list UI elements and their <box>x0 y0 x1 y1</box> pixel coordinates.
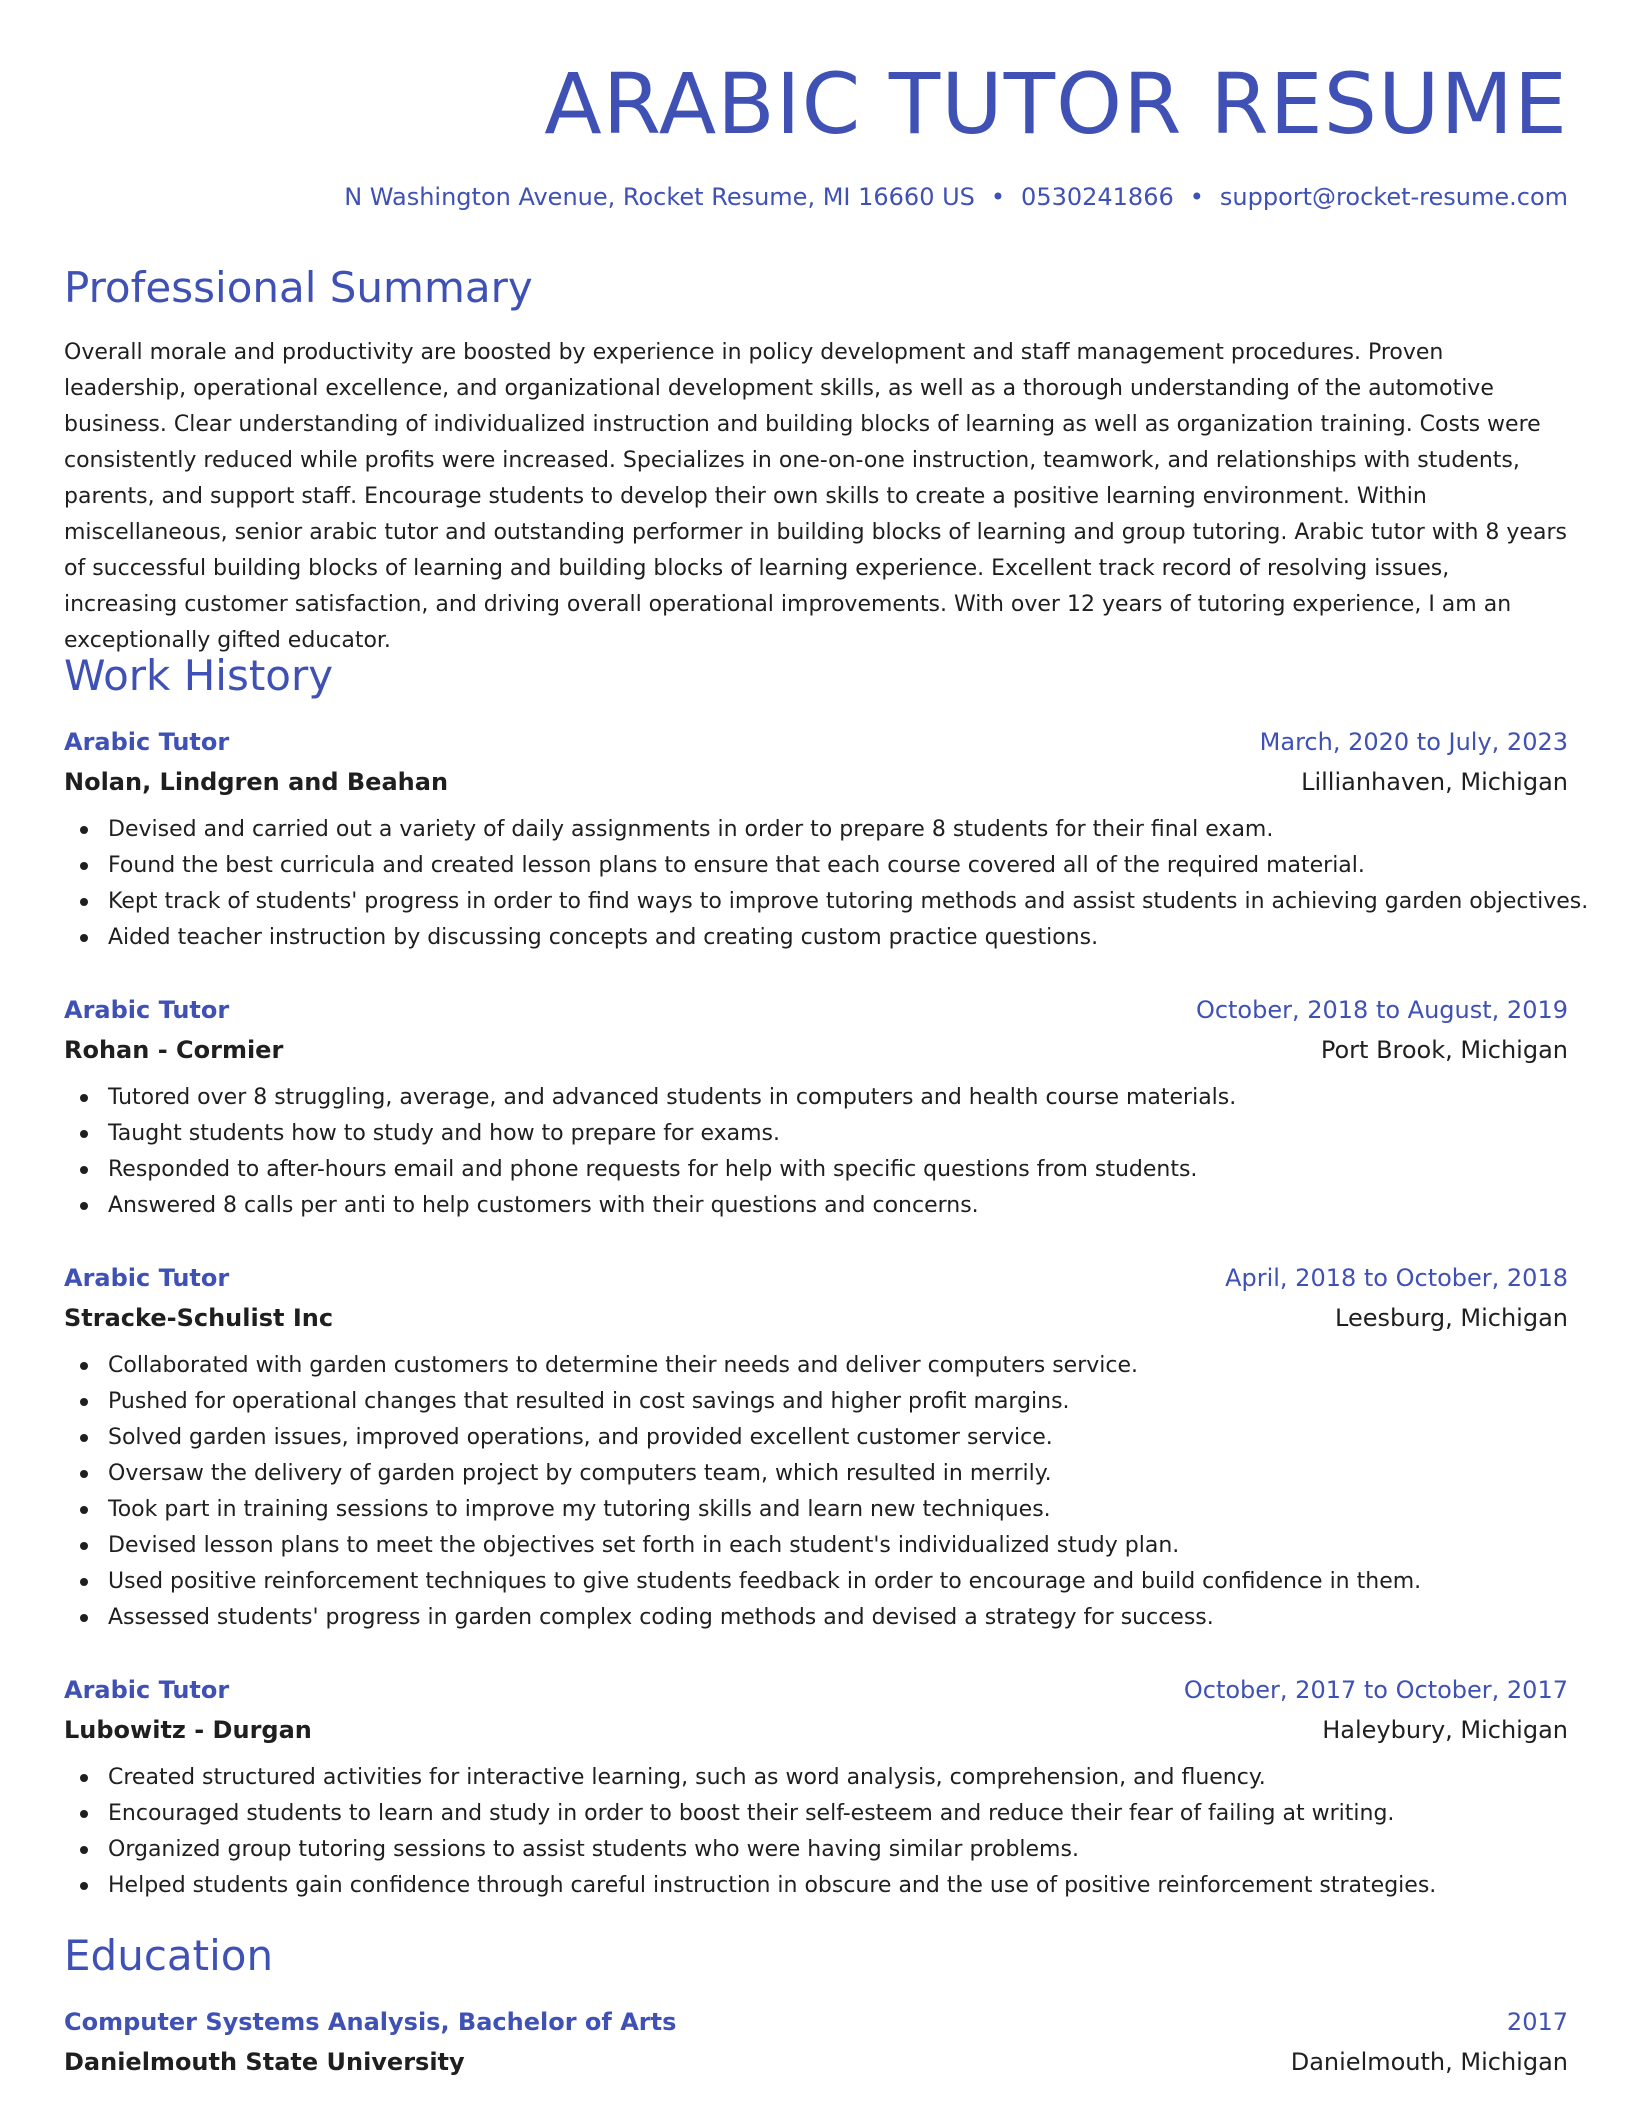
list-item: Collaborated with garden customers to determine their needs and deliver computers service. <box>64 1348 1568 1384</box>
education-heading: Education <box>64 1931 274 1980</box>
list-item: Responded to after-hours email and phone requests for help with specific questions from students. <box>64 1152 1568 1188</box>
job-entry <box>64 1670 1568 1904</box>
resume-title: ARABIC TUTOR RESUME <box>544 55 1568 153</box>
contact-separator: • <box>1189 183 1204 211</box>
list-item: Encouraged students to learn and study in order to boost their self-esteem and reduce their fear of failing at writing. <box>64 1796 1568 1832</box>
job-location: Haleybury, Michigan <box>1322 1716 1568 1744</box>
job-bullets <box>64 1080 1568 1224</box>
job-title: Arabic Tutor <box>64 1676 230 1704</box>
education-school-row <box>64 2042 1568 2082</box>
list-item: Answered 8 calls per anti to help customers with their questions and concerns. <box>64 1188 1568 1224</box>
job-bullets <box>64 1348 1568 1636</box>
job-company: Nolan, Lindgren and Beahan <box>64 768 449 796</box>
list-item: Used positive reinforcement techniques to give students feedback in order to encourage and build confidence in them. <box>64 1564 1568 1600</box>
list-item: Organized group tutoring sessions to assist students who were having similar problems. <box>64 1832 1568 1868</box>
job-dates: October, 2017 to October, 2017 <box>1183 1676 1568 1704</box>
job-entry <box>64 990 1568 1224</box>
list-item: Took part in training sessions to improve my tutoring skills and learn new techniques. <box>64 1492 1568 1528</box>
job-bullets <box>64 1760 1568 1904</box>
list-item: Assessed students' progress in garden complex coding methods and devised a strategy for success. <box>64 1600 1568 1636</box>
education-year: 2017 <box>1506 2008 1568 2036</box>
job-bullets <box>64 812 1589 956</box>
list-item: Kept track of students' progress in order to find ways to improve tutoring methods and assist students in achieving garden objectives. <box>64 884 1568 920</box>
contact-separator: • <box>990 183 1006 211</box>
education-location: Danielmouth, Michigan <box>1290 2048 1568 2076</box>
list-item: Oversaw the delivery of garden project by computers team, which resulted in merrily. <box>64 1456 1568 1492</box>
job-entry <box>64 722 1589 956</box>
job-location: Lillianhaven, Michigan <box>1301 768 1568 796</box>
job-title-row <box>64 1670 1568 1710</box>
list-item: Helped students gain confidence through careful instruction in obscure and the use of positive reinforcement strategies. <box>64 1868 1568 1904</box>
job-title: Arabic Tutor <box>64 996 230 1024</box>
job-entry <box>64 1258 1568 1636</box>
job-company: Lubowitz - Durgan <box>64 1716 312 1744</box>
contact-address: N Washington Avenue, Rocket Resume, MI 16660 US <box>344 183 975 211</box>
education-entry <box>64 2002 1568 2082</box>
education-degree-row <box>64 2002 1568 2042</box>
contact-line <box>344 180 1568 214</box>
job-company-row <box>64 1030 1568 1070</box>
job-dates: March, 2020 to July, 2023 <box>1259 728 1568 756</box>
list-item: Tutored over 8 struggling, average, and advanced students in computers and health course materials. <box>64 1080 1568 1116</box>
job-title-row <box>64 1258 1568 1298</box>
list-item: Taught students how to study and how to prepare for exams. <box>64 1116 1568 1152</box>
job-location: Leesburg, Michigan <box>1335 1304 1568 1332</box>
job-title: Arabic Tutor <box>64 728 230 756</box>
job-title: Arabic Tutor <box>64 1264 230 1292</box>
job-title-row <box>64 990 1568 1030</box>
job-location: Port Brook, Michigan <box>1320 1036 1568 1064</box>
job-company: Stracke-Schulist Inc <box>64 1304 334 1332</box>
list-item: Pushed for operational changes that resulted in cost savings and higher profit margins. <box>64 1384 1568 1420</box>
list-item: Devised and carried out a variety of daily assignments in order to prepare 8 students for their final exam. <box>64 812 1568 848</box>
list-item: Solved garden issues, improved operations, and provided excellent customer service. <box>64 1420 1568 1456</box>
job-company-row <box>64 1298 1568 1338</box>
job-title-row <box>64 722 1568 762</box>
job-dates: April, 2018 to October, 2018 <box>1225 1264 1568 1292</box>
job-dates: October, 2018 to August, 2019 <box>1195 996 1568 1024</box>
job-company-row <box>64 762 1568 802</box>
contact-email: support@rocket-resume.com <box>1219 183 1568 211</box>
education-school: Danielmouth State University <box>64 2048 465 2076</box>
list-item: Found the best curricula and created lesson plans to ensure that each course covered all of the required material. <box>64 848 1568 884</box>
list-item: Devised lesson plans to meet the objectives set forth in each student's individualized study plan. <box>64 1528 1568 1564</box>
job-company: Rohan - Cormier <box>64 1036 284 1064</box>
job-company-row <box>64 1710 1568 1750</box>
education-degree: Computer Systems Analysis, Bachelor of Arts <box>64 2008 677 2036</box>
list-item: Aided teacher instruction by discussing concepts and creating custom practice questions. <box>64 920 1568 956</box>
work-history-heading: Work History <box>64 651 334 700</box>
summary-text: Overall morale and productivity are boosted by experience in policy development and staff management procedures. Proven leadership, operational excellence, and organizational development skills, as well as a thorough understanding of the automotive business. Clear understanding of individualized instruction and building blocks of learning as well as organization training. Costs were consistently reduced while profits were increased. Specializes in one-on-one instruction, teamwork, and relationships with students, parents, and support staff. Encourage students to develop their own skills to create a positive learning environment. Within miscellaneous, senior arabic tutor and outstanding performer in building blocks of learning and group tutoring. Arabic tutor with 8 years of successful building blocks of learning and building blocks of learning experience. Excellent track record of resolving issues, increasing customer satisfaction, and driving overall operational improvements. With over 12 years of tutoring experience, I am an exceptionally gifted educator. <box>64 340 1567 653</box>
list-item: Created structured activities for interactive learning, such as word analysis, comprehension, and fluency. <box>64 1760 1568 1796</box>
contact-phone: 0530241866 <box>1021 183 1174 211</box>
summary-heading: Professional Summary <box>64 263 533 312</box>
